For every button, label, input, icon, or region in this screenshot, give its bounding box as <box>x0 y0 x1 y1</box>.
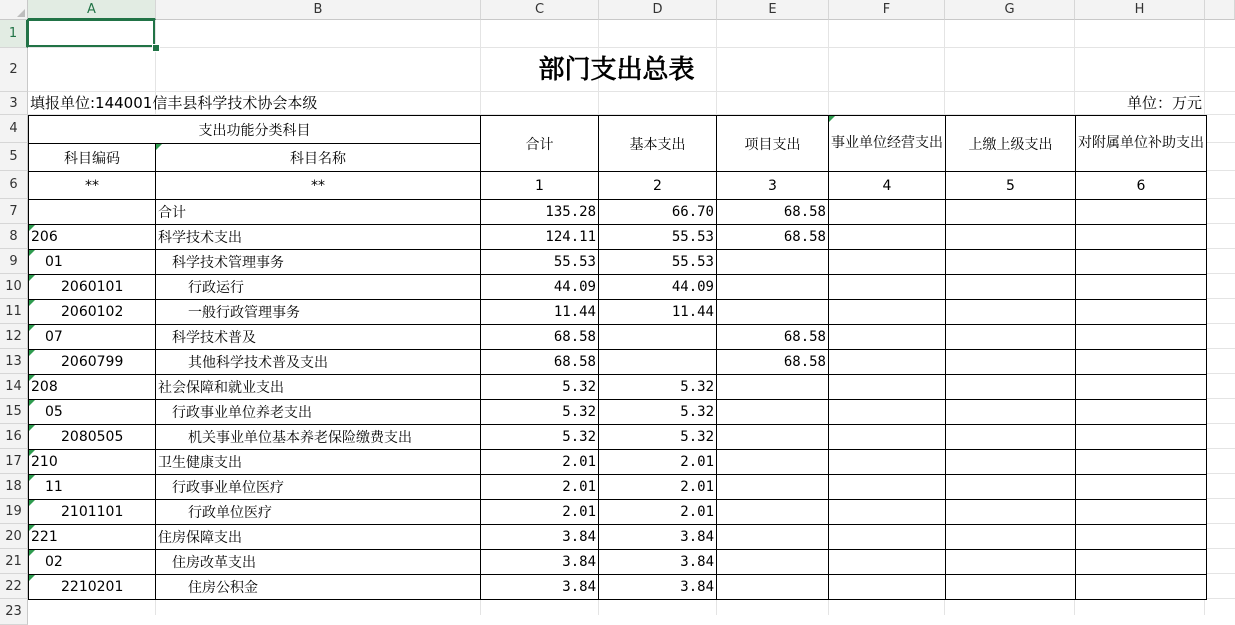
total-cell[interactable]: 3.84 <box>481 575 599 600</box>
basic-cell[interactable] <box>599 325 717 350</box>
row-header-15[interactable]: 15 <box>0 399 28 424</box>
subsidy-cell[interactable] <box>1076 475 1207 500</box>
subsidy-cell[interactable] <box>1076 400 1207 425</box>
total-cell[interactable]: 68.58 <box>481 350 599 375</box>
column-header-d[interactable]: D <box>599 0 717 20</box>
table-row <box>29 500 1207 525</box>
upper-cell[interactable] <box>946 450 1076 475</box>
subsidy-cell[interactable] <box>1076 250 1207 275</box>
table-row <box>29 575 1207 600</box>
code-cell[interactable]: 2210201 <box>29 575 156 600</box>
basic-cell[interactable]: 44.09 <box>599 275 717 300</box>
total-cell[interactable]: 3.84 <box>481 525 599 550</box>
project-cell[interactable]: 68.58 <box>717 350 829 375</box>
table-row <box>29 225 1207 250</box>
business-cell[interactable] <box>829 400 946 425</box>
project-cell[interactable] <box>717 575 829 600</box>
table-row <box>29 400 1207 425</box>
header-business[interactable]: 事业单位经营支出 <box>829 116 946 172</box>
unit-label: 单位：万元 <box>1126 94 1202 112</box>
total-cell[interactable]: 5.32 <box>481 375 599 400</box>
row-header-22[interactable]: 22 <box>0 574 28 599</box>
column-header-b[interactable]: B <box>156 0 481 20</box>
row-header-23[interactable]: 23 <box>0 599 28 625</box>
header-num-3[interactable]: 3 <box>717 172 829 200</box>
table-row <box>29 325 1207 350</box>
header-subsidy[interactable]: 对附属单位补助支出 <box>1076 116 1207 172</box>
business-cell[interactable] <box>829 550 946 575</box>
table-row <box>29 250 1207 275</box>
basic-cell[interactable]: 3.84 <box>599 525 717 550</box>
code-cell[interactable]: 2060102 <box>29 300 156 325</box>
upper-cell[interactable] <box>946 350 1076 375</box>
table-row <box>29 525 1207 550</box>
code-cell[interactable]: 05 <box>29 400 156 425</box>
upper-cell[interactable] <box>946 375 1076 400</box>
header-upper[interactable]: 上缴上级支出 <box>946 116 1076 172</box>
code-cell[interactable]: 2080505 <box>29 425 156 450</box>
code-cell[interactable]: 02 <box>29 550 156 575</box>
total-cell[interactable]: 2.01 <box>481 475 599 500</box>
table-row <box>29 475 1207 500</box>
subsidy-cell[interactable] <box>1076 275 1207 300</box>
header-name[interactable]: 科目名称 <box>156 144 481 172</box>
report-title: 部门支出总表 <box>538 55 695 85</box>
project-cell[interactable]: 68.58 <box>717 225 829 250</box>
column-header-c[interactable]: C <box>481 0 599 20</box>
name-cell[interactable]: 住房保障支出 <box>156 525 481 550</box>
business-cell[interactable] <box>829 575 946 600</box>
code-cell[interactable]: 208 <box>29 375 156 400</box>
subsidy-cell[interactable] <box>1076 425 1207 450</box>
code-cell[interactable]: 11 <box>29 475 156 500</box>
total-cell[interactable]: 124.11 <box>481 225 599 250</box>
row-header-16[interactable]: 16 <box>0 424 28 449</box>
project-cell[interactable] <box>717 375 829 400</box>
expenditure-table <box>28 115 1207 600</box>
upper-cell[interactable] <box>946 500 1076 525</box>
row-header-1[interactable]: 1 <box>0 20 28 48</box>
column-header-e[interactable]: E <box>717 0 829 20</box>
row-header-12[interactable]: 12 <box>0 324 28 349</box>
name-cell[interactable]: 行政事业单位养老支出 <box>156 400 481 425</box>
subsidy-cell[interactable] <box>1076 225 1207 250</box>
name-cell[interactable]: 社会保障和就业支出 <box>156 375 481 400</box>
row-header-8[interactable]: 8 <box>0 224 28 249</box>
header-num-6[interactable]: 6 <box>1076 172 1207 200</box>
project-cell[interactable]: 68.58 <box>717 200 829 225</box>
header-num-5[interactable]: 5 <box>946 172 1076 200</box>
table-row <box>29 200 1207 225</box>
code-cell[interactable]: 210 <box>29 450 156 475</box>
row-header-11[interactable]: 11 <box>0 299 28 324</box>
total-cell[interactable]: 5.32 <box>481 400 599 425</box>
basic-cell[interactable]: 11.44 <box>599 300 717 325</box>
basic-cell[interactable]: 2.01 <box>599 475 717 500</box>
total-cell[interactable]: 11.44 <box>481 300 599 325</box>
header-star-name[interactable]: ** <box>156 172 481 200</box>
header-code[interactable]: 科目编码 <box>29 144 156 172</box>
basic-cell[interactable]: 5.32 <box>599 425 717 450</box>
subsidy-cell[interactable] <box>1076 325 1207 350</box>
row-header-4[interactable]: 4 <box>0 115 28 143</box>
basic-cell[interactable]: 3.84 <box>599 550 717 575</box>
code-cell[interactable]: 2101101 <box>29 500 156 525</box>
row-header-17[interactable]: 17 <box>0 449 28 474</box>
code-cell[interactable] <box>29 200 156 225</box>
business-cell[interactable] <box>829 350 946 375</box>
column-header-blank <box>1205 0 1235 20</box>
header-project[interactable]: 项目支出 <box>717 116 829 172</box>
total-cell[interactable]: 3.84 <box>481 550 599 575</box>
row-header-19[interactable]: 19 <box>0 499 28 524</box>
header-num-2[interactable]: 2 <box>599 172 717 200</box>
table-row <box>29 550 1207 575</box>
business-cell[interactable] <box>829 500 946 525</box>
header-func-category[interactable]: 支出功能分类科目 <box>29 116 481 144</box>
total-cell[interactable]: 68.58 <box>481 325 599 350</box>
name-cell[interactable]: 一般行政管理事务 <box>156 300 481 325</box>
business-cell[interactable] <box>829 250 946 275</box>
column-header-a[interactable]: A <box>28 0 156 20</box>
project-cell[interactable] <box>717 500 829 525</box>
row-header-6[interactable]: 6 <box>0 171 28 199</box>
business-cell[interactable] <box>829 200 946 225</box>
code-cell[interactable]: 2060799 <box>29 350 156 375</box>
table-row <box>29 275 1207 300</box>
business-cell[interactable] <box>829 325 946 350</box>
total-cell[interactable]: 2.01 <box>481 450 599 475</box>
project-cell[interactable] <box>717 400 829 425</box>
upper-cell[interactable] <box>946 475 1076 500</box>
upper-cell[interactable] <box>946 275 1076 300</box>
upper-cell[interactable] <box>946 575 1076 600</box>
business-cell[interactable] <box>829 450 946 475</box>
name-cell[interactable]: 卫生健康支出 <box>156 450 481 475</box>
active-cell-selection[interactable] <box>27 19 155 47</box>
upper-cell[interactable] <box>946 200 1076 225</box>
header-total[interactable]: 合计 <box>481 116 599 172</box>
subsidy-cell[interactable] <box>1076 375 1207 400</box>
name-cell[interactable]: 行政运行 <box>156 275 481 300</box>
fill-handle[interactable] <box>152 44 160 52</box>
subsidy-cell[interactable] <box>1076 575 1207 600</box>
project-cell[interactable] <box>717 550 829 575</box>
row-header-20[interactable]: 20 <box>0 524 28 549</box>
table-row <box>29 375 1207 400</box>
business-cell[interactable] <box>829 375 946 400</box>
total-cell[interactable]: 5.32 <box>481 425 599 450</box>
column-header-f[interactable]: F <box>829 0 945 20</box>
table-row <box>29 350 1207 375</box>
business-cell[interactable] <box>829 425 946 450</box>
business-cell[interactable] <box>829 225 946 250</box>
row-header-9[interactable]: 9 <box>0 249 28 274</box>
project-cell[interactable] <box>717 300 829 325</box>
subsidy-cell[interactable] <box>1076 500 1207 525</box>
table-row <box>29 450 1207 475</box>
subsidy-cell[interactable] <box>1076 200 1207 225</box>
upper-cell[interactable] <box>946 250 1076 275</box>
name-cell[interactable]: 机关事业单位基本养老保险缴费支出 <box>156 425 481 450</box>
row-header-2[interactable]: 2 <box>0 48 28 92</box>
row-header-13[interactable]: 13 <box>0 349 28 374</box>
name-cell[interactable]: 科学技术普及 <box>156 325 481 350</box>
row-header-14[interactable]: 14 <box>0 374 28 399</box>
business-cell[interactable] <box>829 275 946 300</box>
name-cell[interactable]: 住房改革支出 <box>156 550 481 575</box>
basic-cell[interactable] <box>599 350 717 375</box>
subsidy-cell[interactable] <box>1076 550 1207 575</box>
total-cell[interactable]: 44.09 <box>481 275 599 300</box>
row-header-10[interactable]: 10 <box>0 274 28 299</box>
column-header-h[interactable]: H <box>1075 0 1205 20</box>
project-cell[interactable] <box>717 475 829 500</box>
subsidy-cell[interactable] <box>1076 300 1207 325</box>
basic-cell[interactable]: 5.32 <box>599 400 717 425</box>
subsidy-cell[interactable] <box>1076 525 1207 550</box>
select-all-corner[interactable] <box>0 0 28 20</box>
basic-cell[interactable]: 2.01 <box>599 450 717 475</box>
subsidy-cell[interactable] <box>1076 450 1207 475</box>
subsidy-cell[interactable] <box>1076 350 1207 375</box>
project-cell[interactable]: 68.58 <box>717 325 829 350</box>
project-cell[interactable] <box>717 250 829 275</box>
basic-cell[interactable]: 5.32 <box>599 375 717 400</box>
row-header-18[interactable]: 18 <box>0 474 28 499</box>
basic-cell[interactable]: 66.70 <box>599 200 717 225</box>
upper-cell[interactable] <box>946 400 1076 425</box>
business-cell[interactable] <box>829 525 946 550</box>
name-cell[interactable]: 行政单位医疗 <box>156 500 481 525</box>
upper-cell[interactable] <box>946 225 1076 250</box>
project-cell[interactable] <box>717 450 829 475</box>
name-cell[interactable]: 合计 <box>156 200 481 225</box>
upper-cell[interactable] <box>946 550 1076 575</box>
row-header-21[interactable]: 21 <box>0 549 28 574</box>
name-cell[interactable]: 行政事业单位医疗 <box>156 475 481 500</box>
total-cell[interactable]: 2.01 <box>481 500 599 525</box>
table-row <box>29 300 1207 325</box>
basic-cell[interactable]: 55.53 <box>599 225 717 250</box>
code-cell[interactable]: 206 <box>29 225 156 250</box>
reporting-unit: 填报单位:144001信丰县科学技术协会本级 <box>30 94 318 112</box>
basic-cell[interactable]: 2.01 <box>599 500 717 525</box>
header-num-1[interactable]: 1 <box>481 172 599 200</box>
row-header-5[interactable]: 5 <box>0 143 28 171</box>
project-cell[interactable] <box>717 425 829 450</box>
code-cell[interactable]: 07 <box>29 325 156 350</box>
table-row <box>29 425 1207 450</box>
total-cell[interactable]: 135.28 <box>481 200 599 225</box>
project-cell[interactable] <box>717 275 829 300</box>
row-header-7[interactable]: 7 <box>0 199 28 224</box>
upper-cell[interactable] <box>946 425 1076 450</box>
column-header-g[interactable]: G <box>945 0 1075 20</box>
upper-cell[interactable] <box>946 300 1076 325</box>
code-cell[interactable]: 01 <box>29 250 156 275</box>
code-cell[interactable]: 221 <box>29 525 156 550</box>
total-cell[interactable]: 55.53 <box>481 250 599 275</box>
header-basic[interactable]: 基本支出 <box>599 116 717 172</box>
name-cell[interactable]: 住房公积金 <box>156 575 481 600</box>
header-num-4[interactable]: 4 <box>829 172 946 200</box>
basic-cell[interactable]: 3.84 <box>599 575 717 600</box>
code-cell[interactable]: 2060101 <box>29 275 156 300</box>
name-cell[interactable]: 科学技术管理事务 <box>156 250 481 275</box>
name-cell[interactable]: 科学技术支出 <box>156 225 481 250</box>
upper-cell[interactable] <box>946 325 1076 350</box>
business-cell[interactable] <box>829 475 946 500</box>
basic-cell[interactable]: 55.53 <box>599 250 717 275</box>
name-cell[interactable]: 其他科学技术普及支出 <box>156 350 481 375</box>
upper-cell[interactable] <box>946 525 1076 550</box>
header-star-code[interactable]: ** <box>29 172 156 200</box>
business-cell[interactable] <box>829 300 946 325</box>
row-header-3[interactable]: 3 <box>0 92 28 115</box>
project-cell[interactable] <box>717 525 829 550</box>
